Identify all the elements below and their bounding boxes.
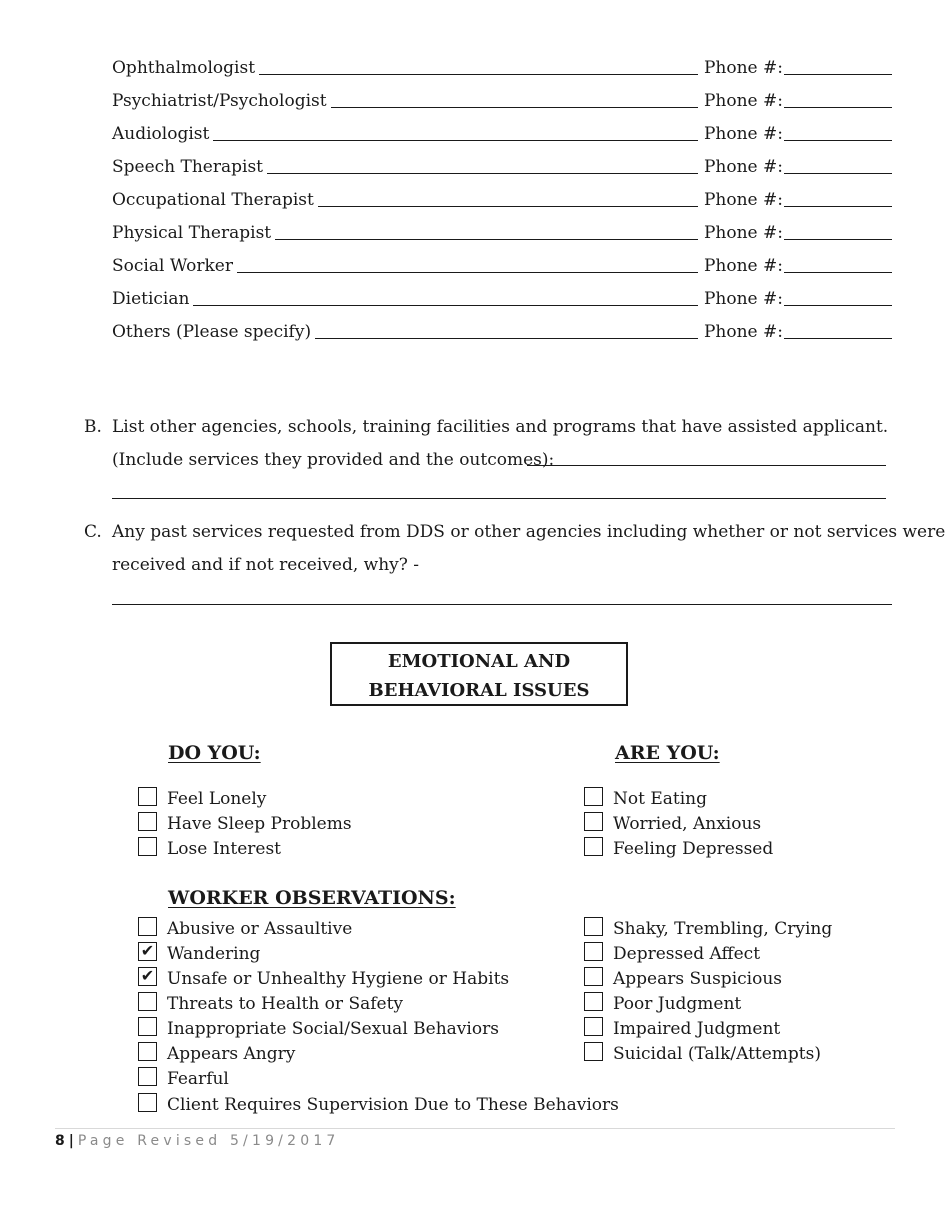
checkbox[interactable] [138,1017,157,1036]
provider-label: Dietician [112,289,190,309]
checkbox-label: Inappropriate Social/Sexual Behaviors [167,1019,499,1039]
provider-name-field[interactable] [213,140,698,141]
section-c-letter: C. [84,522,102,542]
section-b-answer-field[interactable] [527,465,886,466]
checkbox[interactable] [138,1093,157,1112]
provider-row [112,187,892,211]
provider-label: Ophthalmologist [112,58,256,78]
provider-name-field[interactable] [193,305,698,306]
section-b-line2: (Include services they provided and the outcomes): [112,450,555,470]
checkbox[interactable] [138,1067,157,1086]
provider-label: Audiologist [112,124,210,144]
are-you-heading: ARE YOU: [615,742,720,764]
are-you-option [584,787,707,811]
checkbox-label: Fearful [167,1069,229,1089]
worker-observation-option [138,1093,619,1117]
worker-observation-option [138,992,403,1016]
phone-label: Phone #: [703,223,783,243]
checkbox[interactable] [584,1017,603,1036]
checkbox-label: Feeling Depressed [613,839,774,859]
provider-row [112,220,892,244]
checkbox[interactable]: ✔ [138,967,157,986]
checkbox-label: Appears Suspicious [613,969,782,989]
worker-observation-option [138,1042,295,1066]
checkbox-label: Appears Angry [167,1044,296,1064]
provider-name-field[interactable] [259,74,698,75]
are-you-option [584,837,773,861]
page-number: 8 [55,1133,65,1149]
checkbox-label: Poor Judgment [613,994,742,1014]
provider-label: Speech Therapist [112,157,264,177]
provider-name-field[interactable] [315,338,698,339]
provider-label: Others (Please specify) [112,322,312,342]
checkbox-label: Not Eating [613,789,707,809]
provider-label: Social Worker [112,256,233,276]
checkbox-label: Worried, Anxious [613,814,762,834]
phone-label: Phone #: [703,256,783,276]
checkbox[interactable] [584,1042,603,1061]
phone-label: Phone #: [703,124,783,144]
checkbox-label: Threats to Health or Safety [167,994,404,1014]
checkbox[interactable] [138,917,157,936]
checkbox-label: Have Sleep Problems [167,814,352,834]
do-you-heading: DO YOU: [168,742,261,764]
do-you-option [138,787,266,811]
phone-label: Phone #: [703,289,783,309]
provider-row [112,88,892,112]
phone-label: Phone #: [703,322,783,342]
provider-row [112,253,892,277]
provider-name-field[interactable] [237,272,698,273]
phone-field[interactable] [784,74,892,75]
worker-observation-option [584,942,760,966]
worker-observation-option [584,917,832,941]
provider-row [112,154,892,178]
worker-observation-option [138,1017,499,1041]
checkbox[interactable] [584,992,603,1011]
footer-separator: | [68,1133,74,1149]
provider-row [112,121,892,145]
do-you-option [138,837,281,861]
checkbox-label: Suicidal (Talk/Attempts) [613,1044,821,1064]
page-footer [55,1133,340,1149]
checkbox[interactable] [584,967,603,986]
phone-field[interactable] [784,173,892,174]
checkbox-label: Shaky, Trembling, Crying [613,919,833,939]
checkbox-label: Unsafe or Unhealthy Hygiene or Habits [167,969,510,989]
provider-label: Occupational Therapist [112,190,314,210]
checkbox[interactable] [138,1042,157,1061]
worker-observations-heading: WORKER OBSERVATIONS: [168,887,456,909]
worker-observation-option [138,942,260,966]
checkbox-label: Impaired Judgment [613,1019,781,1039]
checkbox-label: Lose Interest [167,839,282,859]
section-c-line2: received and if not received, why? - [112,555,420,575]
phone-label: Phone #: [703,157,783,177]
checkbox-label: Wandering [167,944,261,964]
are-you-option [584,812,761,836]
phone-field[interactable] [784,272,892,273]
checkbox[interactable] [584,787,603,806]
do-you-option [138,812,352,836]
checkbox-label: Abusive or Assaultive [167,919,353,939]
phone-field[interactable] [784,338,892,339]
checkbox[interactable] [584,942,603,961]
provider-name-field[interactable] [267,173,698,174]
phone-field[interactable] [784,239,892,240]
worker-observation-option [584,1017,780,1041]
worker-observation-option [138,1067,229,1091]
provider-row [112,319,892,343]
provider-name-field[interactable] [331,107,698,108]
provider-name-field[interactable] [318,206,698,207]
section-b-answer-field-2[interactable] [112,498,886,499]
worker-observation-option [584,1042,821,1066]
phone-field[interactable] [784,206,892,207]
checkbox[interactable] [584,812,603,831]
worker-observation-option [138,917,352,941]
checkbox[interactable] [584,837,603,856]
phone-label: Phone #: [703,190,783,210]
section-title-box [330,642,628,706]
worker-observation-option [584,967,782,991]
section-title-line1: EMOTIONAL AND [387,651,571,672]
checkbox[interactable] [584,917,603,936]
provider-row [112,286,892,310]
checkbox-label: Depressed Affect [613,944,761,964]
section-title-line2: BEHAVIORAL ISSUES [368,680,590,701]
section-b-letter: B. [84,417,102,437]
provider-row [112,55,892,79]
footer-divider [55,1128,895,1129]
section-b-line1: List other agencies, schools, training facilities and programs that have assisted applicant. [112,417,889,437]
revision-text: Page Revised 5/19/2017 [77,1133,340,1149]
checkbox[interactable] [138,787,157,806]
worker-observation-option [584,992,741,1016]
provider-label: Physical Therapist [112,223,272,243]
phone-field[interactable] [784,305,892,306]
phone-field[interactable] [784,107,892,108]
section-c-line1: Any past services requested from DDS or other agencies including whether or not services were [112,522,946,542]
checkbox[interactable] [138,992,157,1011]
checkbox[interactable]: ✔ [138,942,157,961]
checkbox[interactable] [138,812,157,831]
provider-name-field[interactable] [275,239,698,240]
section-c-answer-field[interactable] [112,604,892,605]
phone-label: Phone #: [703,91,783,111]
checkbox-label: Client Requires Supervision Due to These Behaviors [167,1095,619,1115]
provider-label: Psychiatrist/Psychologist [112,91,327,111]
phone-label: Phone #: [703,58,783,78]
phone-field[interactable] [784,140,892,141]
checkbox[interactable] [138,837,157,856]
worker-observation-option [138,967,509,991]
checkbox-label: Feel Lonely [167,789,267,809]
